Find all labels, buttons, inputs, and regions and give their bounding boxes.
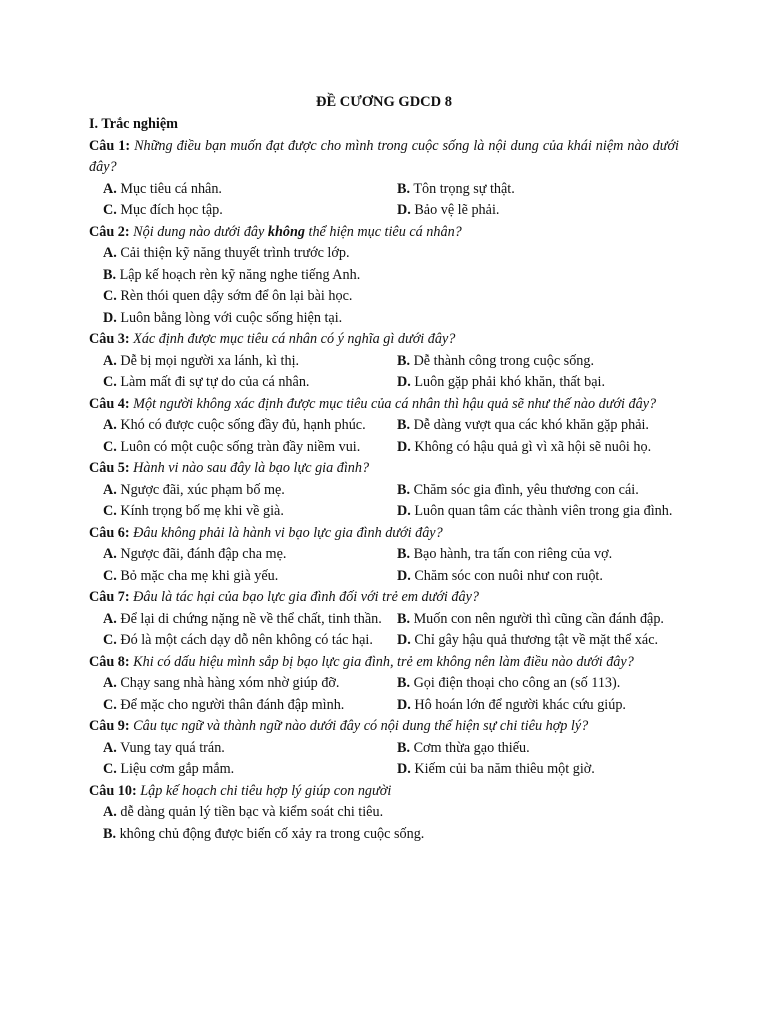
question-1 bbox=[89, 136, 679, 179]
question-text: Lập kế hoạch chi tiêu hợp lý giúp con người bbox=[140, 782, 392, 799]
option-row bbox=[89, 695, 679, 717]
question-label: Câu 1: bbox=[89, 137, 131, 154]
option-c: C. Liệu cơm gắp mắm. bbox=[103, 761, 235, 777]
option-c: C. Để mặc cho người thân đánh đập mình. bbox=[103, 696, 345, 713]
option-c: C. Làm mất đi sự tự do của cá nhân. bbox=[103, 374, 310, 390]
section-heading: I. Trắc nghiệm bbox=[89, 116, 178, 132]
question-text: Một người không xác định được mục tiêu của cá nhân thì hậu quả sẽ như thế nào dưới đây? bbox=[133, 395, 657, 412]
option-row bbox=[89, 415, 679, 437]
question-label: Câu 8: bbox=[89, 653, 130, 670]
option-c: C. Luôn có một cuộc sống tràn đầy niềm vui. bbox=[103, 438, 361, 455]
option-row bbox=[89, 609, 679, 631]
option-d: D. Luôn quan tâm các thành viên trong gia đình. bbox=[397, 503, 673, 519]
question-5 bbox=[89, 458, 679, 480]
option-c: C. Mục đích học tập. bbox=[103, 202, 223, 218]
option-row bbox=[89, 673, 679, 695]
question-7 bbox=[89, 587, 679, 609]
option-row bbox=[89, 351, 679, 373]
question-4 bbox=[89, 394, 679, 416]
option-d: D. Hô hoán lớn để người khác cứu giúp. bbox=[397, 696, 626, 713]
option-a: A. Mục tiêu cá nhân. bbox=[103, 180, 222, 197]
option-b: B. Lập kế hoạch rèn kỹ năng nghe tiếng Anh. bbox=[103, 266, 361, 283]
option-a: A. Để lại di chứng nặng nề về thể chất, tinh thần. bbox=[103, 610, 382, 627]
option-d: D. Không có hậu quả gì vì xã hội sẽ nuôi họ. bbox=[397, 438, 652, 455]
option-row bbox=[89, 243, 679, 265]
option-b: B. Chăm sóc gia đình, yêu thương con cái. bbox=[397, 481, 639, 498]
option-row bbox=[89, 566, 679, 588]
option-a: A. Ngược đãi, đánh đập cha mẹ. bbox=[103, 546, 287, 562]
option-row bbox=[89, 630, 679, 652]
option-row bbox=[89, 308, 679, 330]
option-row bbox=[89, 824, 679, 846]
question-label: Câu 7: bbox=[89, 589, 130, 605]
option-b: B. Bạo hành, tra tấn con riêng của vợ. bbox=[397, 546, 613, 562]
option-row bbox=[89, 501, 679, 523]
question-label: Câu 10: bbox=[89, 782, 137, 799]
option-b: B. không chủ động được biến cố xảy ra trong cuộc sống. bbox=[103, 825, 425, 842]
option-row bbox=[89, 480, 679, 502]
question-text: Xác định được mục tiêu cá nhân có ý nghĩa gì dưới đây? bbox=[133, 331, 456, 347]
question-2 bbox=[89, 222, 679, 244]
option-d: D. Chăm sóc con nuôi như con ruột. bbox=[397, 567, 603, 584]
option-d: D. Chỉ gây hậu quả thương tật về mặt thể xác. bbox=[397, 632, 659, 648]
document-title: ĐỀ CƯƠNG GDCD 8 bbox=[315, 94, 452, 110]
question-text: Hành vi nào sau đây là bạo lực gia đình? bbox=[133, 460, 370, 476]
option-a: A. Ngược đãi, xúc phạm bố mẹ. bbox=[103, 481, 285, 498]
option-b: B. Muốn con nên người thì cũng cần đánh đập. bbox=[397, 610, 664, 627]
option-row bbox=[89, 802, 679, 824]
question-8 bbox=[89, 652, 679, 674]
option-row bbox=[89, 544, 679, 566]
option-a: A. dễ dàng quản lý tiền bạc và kiểm soát chi tiêu. bbox=[103, 804, 384, 820]
question-3 bbox=[89, 329, 679, 351]
option-c: C. Rèn thói quen dậy sớm để ôn lại bài học. bbox=[103, 288, 353, 304]
emphasis-not: không bbox=[267, 223, 305, 240]
option-b: B. Tôn trọng sự thật. bbox=[397, 180, 515, 197]
option-row bbox=[89, 738, 679, 760]
option-d: D. Kiếm củi ba năm thiêu một giờ. bbox=[397, 761, 595, 777]
question-label: Câu 9: bbox=[89, 718, 130, 734]
option-c: C. Bỏ mặc cha mẹ khi già yếu. bbox=[103, 567, 279, 584]
option-row bbox=[89, 437, 679, 459]
question-text: Đâu là tác hại của bạo lực gia đình đối với trẻ em dưới đây? bbox=[133, 589, 480, 605]
question-10 bbox=[89, 781, 679, 803]
option-a: A. Dễ bị mọi người xa lánh, kì thị. bbox=[103, 352, 300, 369]
question-9 bbox=[89, 716, 679, 738]
question-text: Những điều bạn muốn đạt được cho mình trong cuộc sống là nội dung của khái niệm nào dưới đây? bbox=[89, 137, 679, 175]
option-a: A. Chạy sang nhà hàng xóm nhờ giúp đỡ. bbox=[103, 675, 340, 691]
question-label: Câu 5: bbox=[89, 460, 130, 476]
option-row bbox=[89, 265, 679, 287]
question-label: Câu 6: bbox=[89, 524, 130, 541]
option-b: B. Gọi điện thoại cho công an (số 113). bbox=[397, 675, 621, 691]
document-content bbox=[89, 114, 679, 845]
question-6 bbox=[89, 523, 679, 545]
option-d: D. Bảo vệ lẽ phải. bbox=[397, 202, 500, 218]
option-b: B. Dễ thành công trong cuộc sống. bbox=[397, 352, 595, 369]
option-row bbox=[89, 179, 679, 201]
option-row bbox=[89, 372, 679, 394]
option-row bbox=[89, 286, 679, 308]
option-c: C. Đó là một cách dạy dỗ nên không có tác hại. bbox=[103, 632, 373, 648]
option-d: D. Luôn bằng lòng với cuộc sống hiện tại. bbox=[103, 309, 343, 326]
option-a: A. Vung tay quá trán. bbox=[103, 739, 225, 756]
option-row bbox=[89, 200, 679, 222]
question-text: Câu tục ngữ và thành ngữ nào dưới đây có nội dung thể hiện sự chi tiêu hợp lý? bbox=[133, 718, 589, 734]
option-a: A. Khó có được cuộc sống đầy đủ, hạnh phúc. bbox=[103, 417, 366, 433]
option-d: D. Luôn gặp phải khó khăn, thất bại. bbox=[397, 374, 606, 390]
question-text: Khi có dấu hiệu mình sắp bị bạo lực gia đình, trẻ em không nên làm điều nào dưới đây? bbox=[133, 653, 634, 670]
question-label: Câu 4: bbox=[89, 395, 130, 412]
question-text: Đâu không phải là hành vi bạo lực gia đình dưới đây? bbox=[133, 524, 443, 541]
question-text: Nội dung nào dưới đây không thể hiện mục tiêu cá nhân? bbox=[133, 223, 462, 240]
question-label: Câu 3: bbox=[89, 331, 130, 347]
option-row bbox=[89, 759, 679, 781]
option-b: B. Dễ dàng vượt qua các khó khăn gặp phải. bbox=[397, 417, 649, 433]
question-label: Câu 2: bbox=[89, 223, 130, 240]
option-b: B. Cơm thừa gạo thiếu. bbox=[397, 739, 530, 756]
option-c: C. Kính trọng bố mẹ khi về già. bbox=[103, 503, 284, 519]
option-a: A. Cải thiện kỹ năng thuyết trình trước lớp. bbox=[103, 245, 350, 261]
